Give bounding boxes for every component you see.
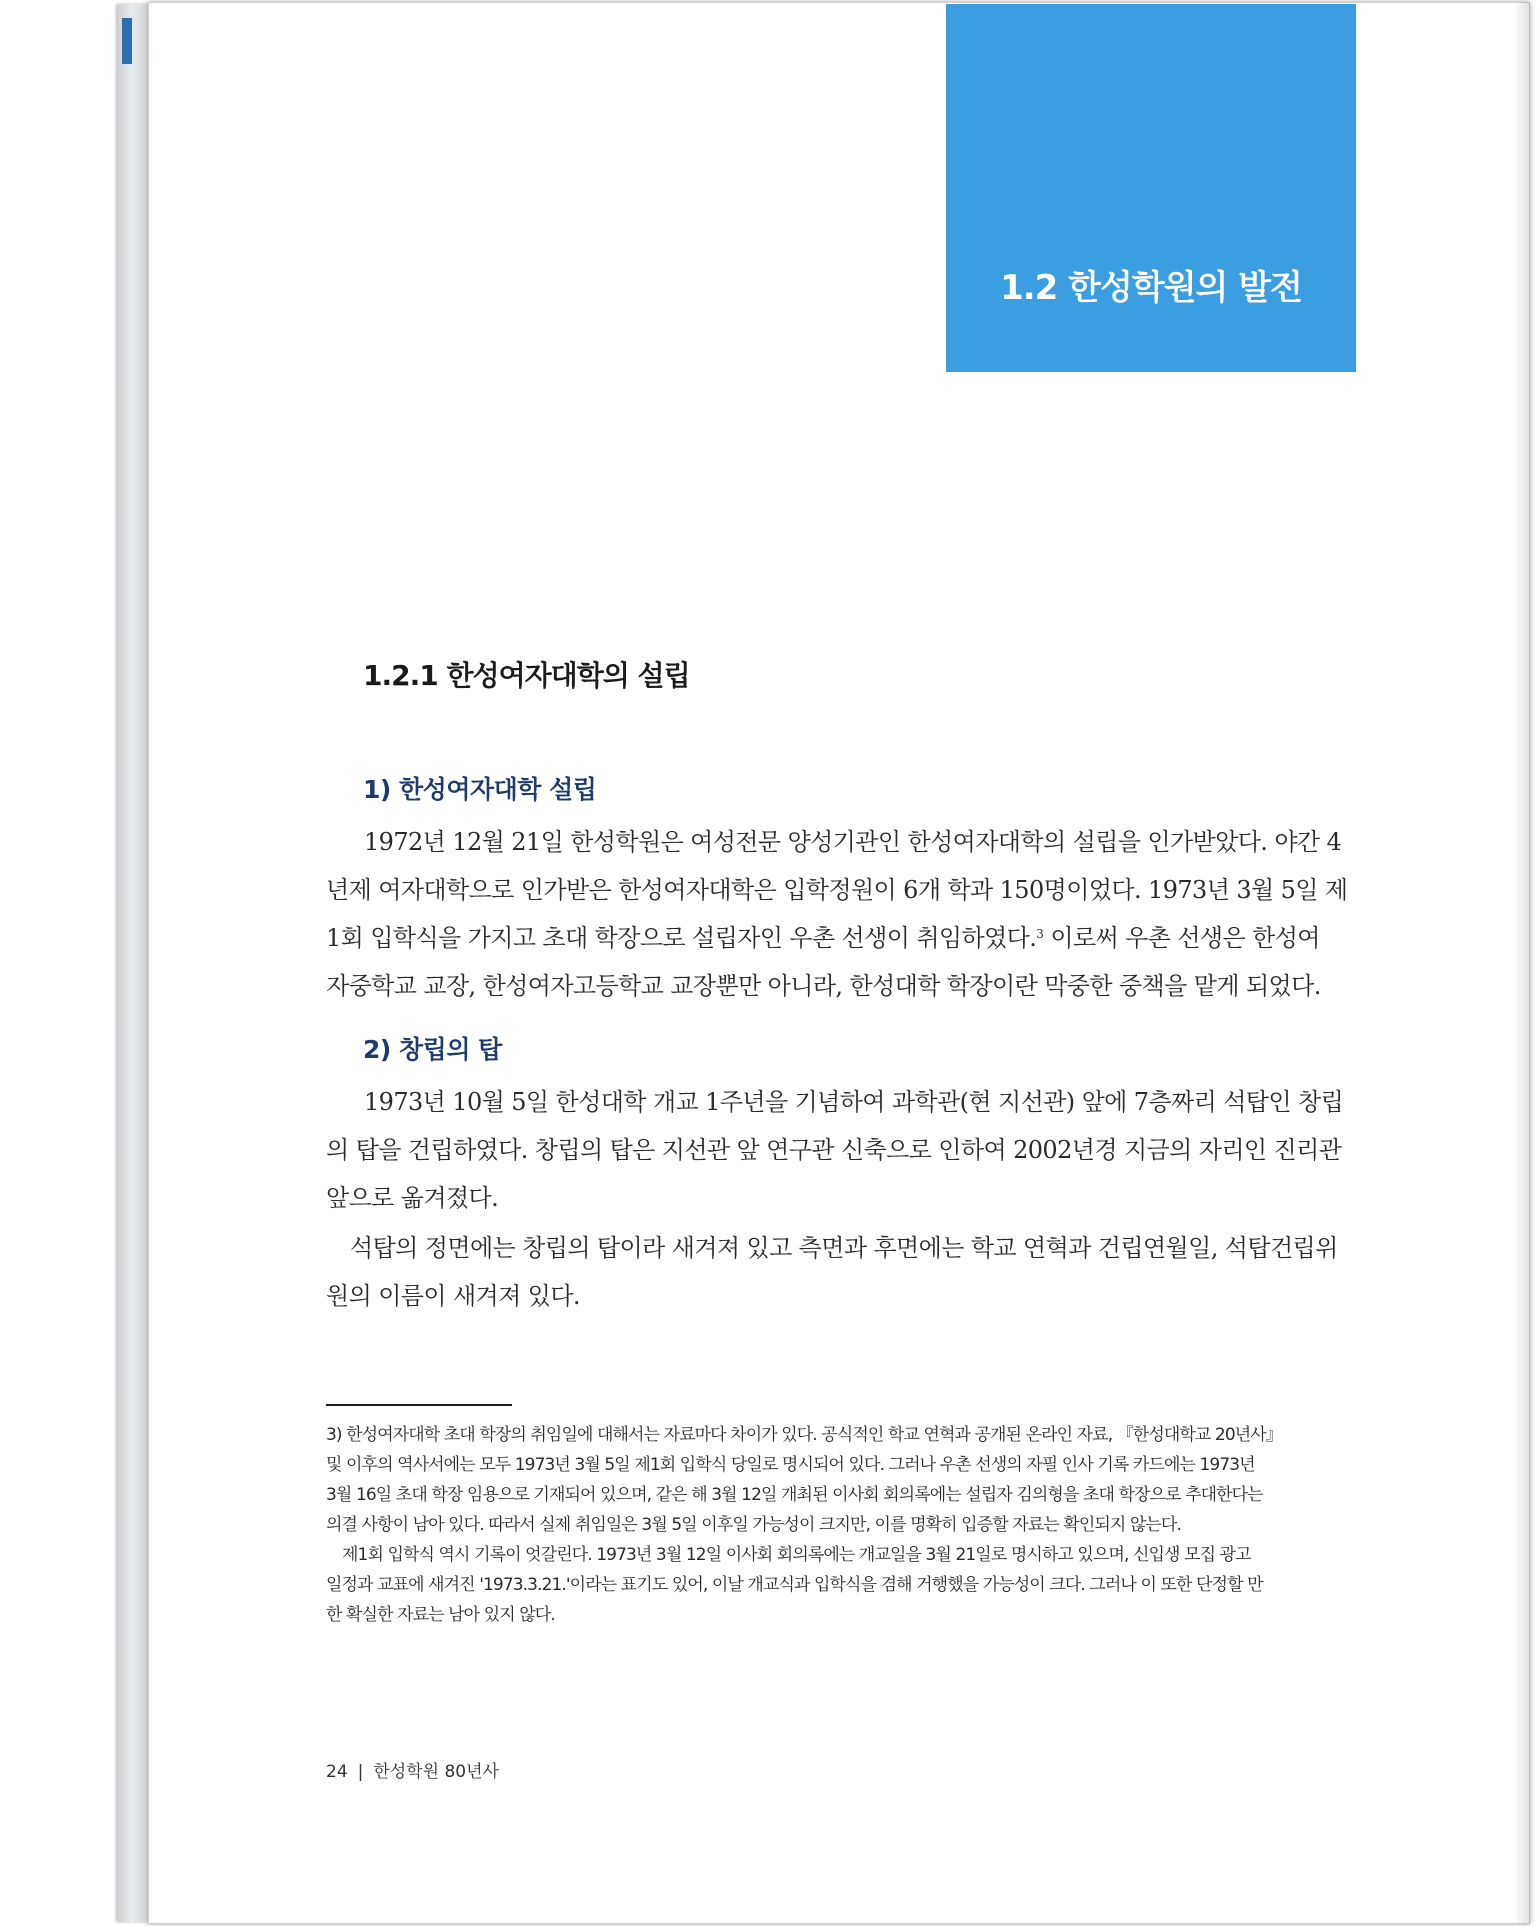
body-line: 석탑의 정면에는 창립의 탑이라 새겨져 있고 측면과 후면에는 학교 연혁과 건립연월일, 석탑건립위	[350, 1234, 1338, 1262]
body-text: 1회 입학식을 가지고 초대 학장으로 설립자인 우촌 선생이 취임하였다.	[326, 924, 1037, 952]
body-line: 의 탑을 건립하였다. 창립의 탑은 지선관 앞 연구관 신축으로 인하여 2002년경 지금의 자리인 진리관	[326, 1136, 1342, 1164]
footnote-line: 및 이후의 역사서에는 모두 1973년 3월 5일 제1회 입학식 당일로 명시되어 있다. 그러나 우촌 선생의 자필 인사 기록 카드에는 1973년	[326, 1455, 1255, 1475]
chapter-title: 1.2 한성학원의 발전	[1000, 268, 1302, 308]
footnote-line: 3) 한성여자대학 초대 학장의 취임일에 대해서는 자료마다 차이가 있다. 공식적인 학교 연혁과 공개된 온라인 자료, 『한성대학교 20년사』	[326, 1425, 1282, 1445]
subsection-heading-founding: 1) 한성여자대학 설립	[363, 775, 597, 804]
body-line: 원의 이름이 새겨져 있다.	[326, 1282, 580, 1310]
footnote-line: 3월 16일 초대 학장 임용으로 기재되어 있으며, 같은 해 3월 12일 개최된 이사회 회의록에는 설립자 김의형을 초대 학장으로 추대한다는	[326, 1485, 1263, 1505]
page-edge-accent	[122, 18, 132, 64]
footnote-ref: 3	[1036, 927, 1044, 941]
body-line: 1973년 10월 5일 한성대학 개교 1주년을 기념하여 과학관(현 지선관) 앞에 7층짜리 석탑인 창립	[364, 1088, 1344, 1116]
footnote-rule	[326, 1404, 512, 1406]
body-line: 앞으로 옮겨졌다.	[326, 1184, 499, 1212]
page-number: 24	[326, 1762, 348, 1782]
folio-separator: |	[357, 1762, 364, 1782]
body-text: 이로써 우촌 선생은 한성여	[1043, 924, 1320, 952]
body-line	[326, 918, 1356, 953]
footnote-line: 일정과 교표에 새겨진 '1973.3.21.'이라는 표기도 있어, 이날 개교식과 입학식을 겸해 거행했을 가능성이 크다. 그러나 이 또한 단정할 만	[326, 1575, 1263, 1595]
body-line: 자중학교 교장, 한성여자고등학교 교장뿐만 아니라, 한성대학 학장이란 막중한 중책을 맡게 되었다.	[326, 972, 1321, 1000]
body-line: 1972년 12월 21일 한성학원은 여성전문 양성기관인 한성여자대학의 설립을 인가받았다. 야간 4	[364, 828, 1342, 856]
page-shadow	[1514, 2, 1530, 1924]
body-line: 년제 여자대학으로 인가받은 한성여자대학은 입학정원이 6개 학과 150명이었다. 1973년 3월 5일 제	[326, 876, 1348, 904]
section-title: 1.2.1 한성여자대학의 설립	[363, 659, 690, 692]
book-title: 한성학원 80년사	[373, 1762, 499, 1782]
footnote-line: 한 확실한 자료는 남아 있지 않다.	[326, 1605, 555, 1625]
footnote-line: 의결 사항이 남아 있다. 따라서 실제 취임일은 3월 5일 이후일 가능성이 크지만, 이를 명확히 입증할 자료는 확인되지 않는다.	[326, 1515, 1181, 1535]
subsection-heading-tower: 2) 창립의 탑	[363, 1035, 502, 1064]
footnote-line: 제1회 입학식 역시 기록이 엇갈린다. 1973년 3월 12일 이사회 회의록에는 개교일을 3월 21일로 명시하고 있으며, 신입생 모집 광고	[342, 1545, 1251, 1565]
page-folio	[326, 1757, 499, 1782]
chapter-title-box	[946, 4, 1356, 372]
